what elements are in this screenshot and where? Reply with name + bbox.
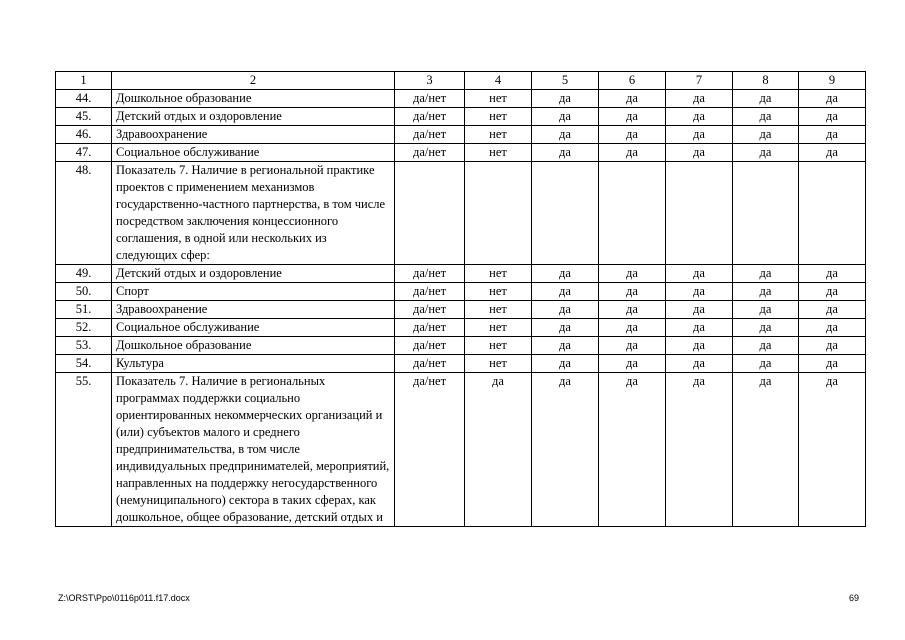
table-row xyxy=(56,373,866,527)
table-row xyxy=(56,108,866,126)
value-cell: да xyxy=(666,283,733,301)
value-cell: да xyxy=(733,319,799,337)
value-cell: да xyxy=(733,144,799,162)
value-cell: да/нет xyxy=(395,90,465,108)
value-cell: да xyxy=(666,301,733,319)
row-label-cell: Показатель 7. Наличие в региональных программах поддержки социально ориентированных некоммерческих организаций и (или) субъектов малого и среднего предпринимательства, в том числе индивидуальных предпринимателей, мероприятий, направленных на поддержку негосударственного (немуниципального) сектора в таких сферах, как дошкольное, общее образование, детский отдых и xyxy=(112,373,395,527)
value-cell: да xyxy=(666,126,733,144)
value-cell: да xyxy=(799,337,866,355)
value-cell: да xyxy=(799,355,866,373)
footer-file-path: Z:\ORST\Ppo\0116p011.f17.docx xyxy=(58,593,190,603)
value-cell: да xyxy=(799,265,866,283)
value-cell xyxy=(532,162,599,265)
value-cell: да xyxy=(666,355,733,373)
header-cell: 6 xyxy=(599,72,666,90)
value-cell: да xyxy=(733,301,799,319)
value-cell: нет xyxy=(465,301,532,319)
header-cell: 1 xyxy=(56,72,112,90)
value-cell xyxy=(395,162,465,265)
value-cell: да xyxy=(733,283,799,301)
value-cell: да xyxy=(532,108,599,126)
table-row xyxy=(56,265,866,283)
value-cell: да/нет xyxy=(395,108,465,126)
value-cell xyxy=(666,162,733,265)
value-cell: да xyxy=(799,90,866,108)
value-cell xyxy=(733,162,799,265)
table-row xyxy=(56,144,866,162)
value-cell: нет xyxy=(465,355,532,373)
value-cell: да xyxy=(799,319,866,337)
header-cell: 2 xyxy=(112,72,395,90)
value-cell: нет xyxy=(465,283,532,301)
value-cell: нет xyxy=(465,337,532,355)
value-cell: да xyxy=(799,373,866,527)
value-cell: да xyxy=(666,337,733,355)
table-row xyxy=(56,355,866,373)
row-number-cell: 45. xyxy=(56,108,112,126)
value-cell: нет xyxy=(465,265,532,283)
row-label-cell: Показатель 7. Наличие в региональной практике проектов с применением механизмов государственно-частного партнерства, в том числе посредством заключения концессионного соглашения, в одной или нескольких из следующих сфер: xyxy=(112,162,395,265)
value-cell: нет xyxy=(465,108,532,126)
value-cell: да xyxy=(733,373,799,527)
value-cell: нет xyxy=(465,126,532,144)
value-cell: да xyxy=(532,301,599,319)
value-cell: да xyxy=(666,373,733,527)
row-number-cell: 52. xyxy=(56,319,112,337)
value-cell: нет xyxy=(465,144,532,162)
row-label-cell: Социальное обслуживание xyxy=(112,319,395,337)
header-cell: 4 xyxy=(465,72,532,90)
row-number-cell: 48. xyxy=(56,162,112,265)
value-cell: да xyxy=(532,144,599,162)
value-cell: да xyxy=(532,355,599,373)
value-cell: да xyxy=(733,126,799,144)
table-row xyxy=(56,301,866,319)
row-label-cell: Спорт xyxy=(112,283,395,301)
value-cell: да xyxy=(532,126,599,144)
header-cell: 3 xyxy=(395,72,465,90)
value-cell: да xyxy=(799,144,866,162)
value-cell: да xyxy=(532,337,599,355)
value-cell: да xyxy=(465,373,532,527)
footer-page-number: 69 xyxy=(848,593,859,603)
value-cell: да xyxy=(666,108,733,126)
value-cell: да xyxy=(799,301,866,319)
value-cell: да xyxy=(532,90,599,108)
table-header-row xyxy=(56,72,866,90)
table-row xyxy=(56,90,866,108)
value-cell: да xyxy=(599,265,666,283)
value-cell xyxy=(799,162,866,265)
value-cell: да xyxy=(666,90,733,108)
row-number-cell: 54. xyxy=(56,355,112,373)
value-cell: да xyxy=(599,301,666,319)
value-cell: да xyxy=(666,265,733,283)
value-cell: да/нет xyxy=(395,373,465,527)
row-label-cell: Детский отдых и оздоровление xyxy=(112,265,395,283)
value-cell: да xyxy=(733,355,799,373)
value-cell: да xyxy=(599,355,666,373)
value-cell: да/нет xyxy=(395,355,465,373)
value-cell: да xyxy=(532,265,599,283)
value-cell: да xyxy=(666,319,733,337)
row-number-cell: 55. xyxy=(56,373,112,527)
row-number-cell: 44. xyxy=(56,90,112,108)
value-cell: да/нет xyxy=(395,301,465,319)
value-cell xyxy=(599,162,666,265)
row-label-cell: Социальное обслуживание xyxy=(112,144,395,162)
value-cell: да xyxy=(599,144,666,162)
value-cell: да xyxy=(733,108,799,126)
header-cell: 7 xyxy=(666,72,733,90)
table-row xyxy=(56,319,866,337)
header-cell: 8 xyxy=(733,72,799,90)
value-cell: да xyxy=(599,319,666,337)
row-number-cell: 49. xyxy=(56,265,112,283)
value-cell: да xyxy=(733,265,799,283)
value-cell xyxy=(465,162,532,265)
row-label-cell: Здравоохранение xyxy=(112,126,395,144)
value-cell: да/нет xyxy=(395,144,465,162)
value-cell: да/нет xyxy=(395,283,465,301)
value-cell: да xyxy=(532,373,599,527)
table-body xyxy=(56,72,866,527)
value-cell: да xyxy=(599,283,666,301)
row-label-cell: Дошкольное образование xyxy=(112,90,395,108)
indicators-table xyxy=(55,71,866,527)
row-number-cell: 46. xyxy=(56,126,112,144)
value-cell: да xyxy=(799,126,866,144)
value-cell: да/нет xyxy=(395,319,465,337)
row-number-cell: 53. xyxy=(56,337,112,355)
value-cell: да/нет xyxy=(395,126,465,144)
row-label-cell: Культура xyxy=(112,355,395,373)
value-cell: нет xyxy=(465,319,532,337)
row-label-cell: Дошкольное образование xyxy=(112,337,395,355)
value-cell: да/нет xyxy=(395,265,465,283)
value-cell: да xyxy=(799,283,866,301)
row-number-cell: 50. xyxy=(56,283,112,301)
header-cell: 5 xyxy=(532,72,599,90)
value-cell: да xyxy=(599,126,666,144)
value-cell: да xyxy=(733,337,799,355)
table-row xyxy=(56,126,866,144)
row-number-cell: 47. xyxy=(56,144,112,162)
value-cell: да xyxy=(599,337,666,355)
header-cell: 9 xyxy=(799,72,866,90)
value-cell: да xyxy=(532,283,599,301)
value-cell: да xyxy=(599,90,666,108)
value-cell: да xyxy=(666,144,733,162)
table-row xyxy=(56,162,866,265)
value-cell: да xyxy=(733,90,799,108)
value-cell: да xyxy=(599,108,666,126)
value-cell: да xyxy=(532,319,599,337)
value-cell: да/нет xyxy=(395,337,465,355)
table-row xyxy=(56,337,866,355)
table-row xyxy=(56,283,866,301)
value-cell: да xyxy=(799,108,866,126)
row-number-cell: 51. xyxy=(56,301,112,319)
row-label-cell: Здравоохранение xyxy=(112,301,395,319)
value-cell: да xyxy=(599,373,666,527)
row-label-cell: Детский отдых и оздоровление xyxy=(112,108,395,126)
value-cell: нет xyxy=(465,90,532,108)
